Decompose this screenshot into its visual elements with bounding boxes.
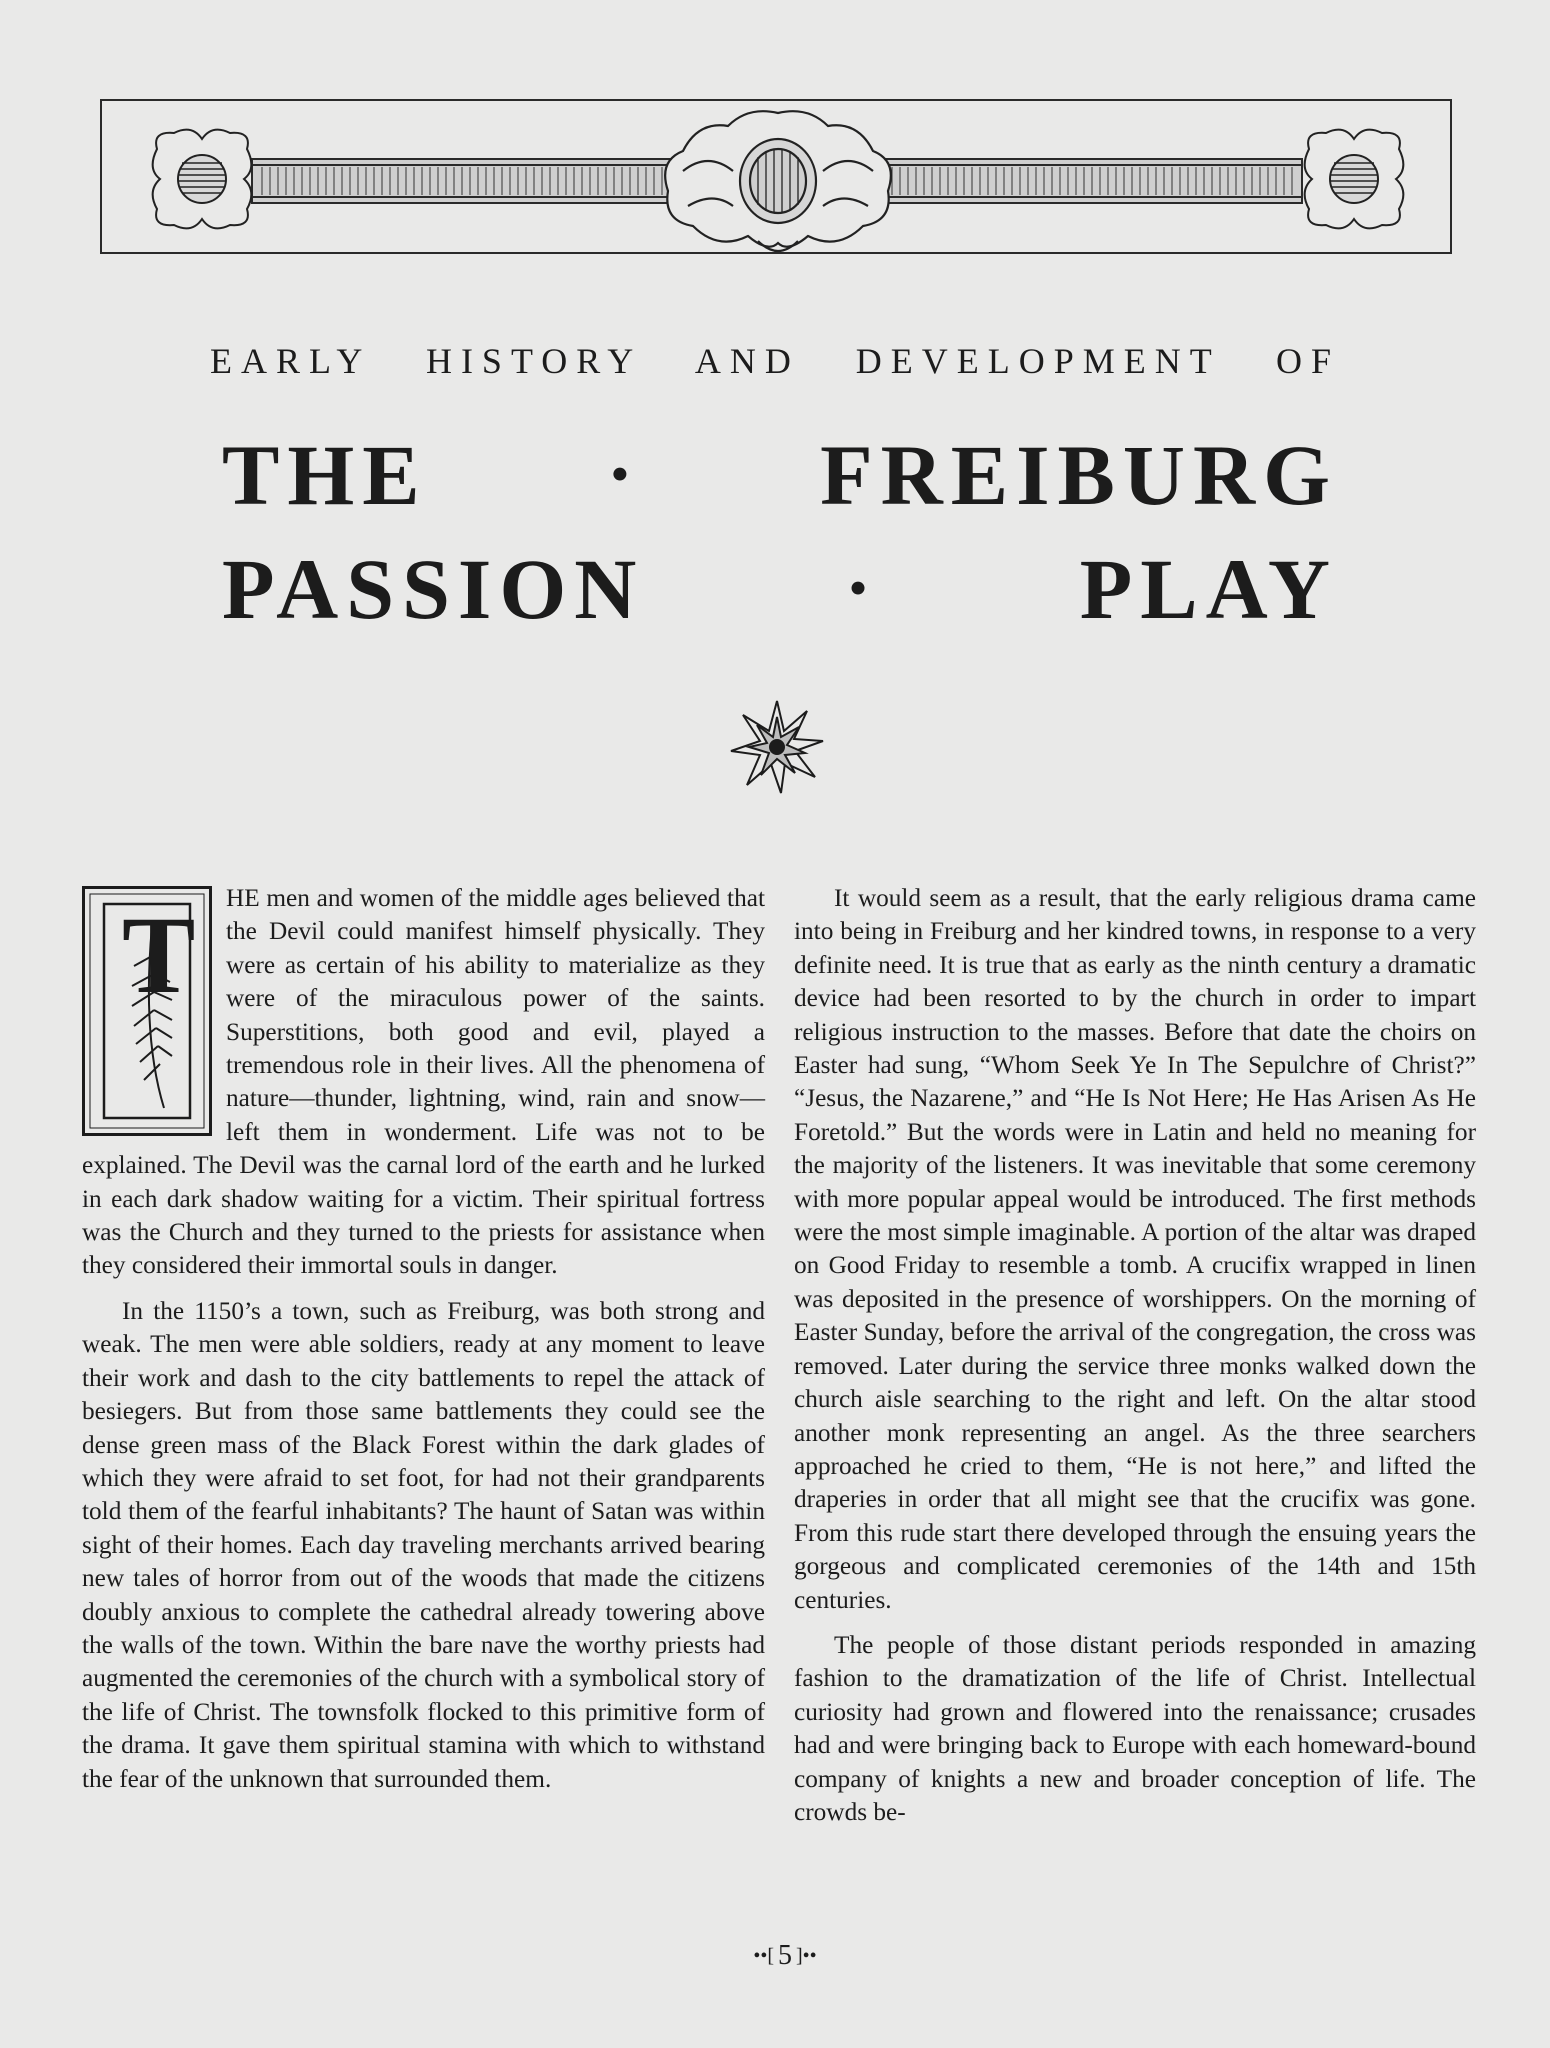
title-separator: • [849,562,875,615]
article-right-column [794,882,1476,1841]
title-word-play: PLAY [1079,541,1338,637]
paragraph-right-1: It would seem as a result, that the early religious drama came into being in Freiburg and her kindred towns, in response to a very definite need. It is true that as early as the ninth century a dramatic device had been resorted to by the church in order to impart religious instruction to the masses. Before that date the choirs on Easter had sung, “Whom Seek Ye In The Sepulchre of Christ?” “Jesus, the Nazarene,” and “He Is Not Here; He Has Arisen As He Foretold.” But the words were in Latin and held no meaning for the majority of the listeners. It was inevitable that some ceremony with more popular appeal would be introduced. The first methods were the most simple imaginable. A portion of the altar was draped on Good Friday to resemble a tomb. A crucifix wrapped in linen was deposited in the presence of worshippers. On the morning of Easter Sunday, before the arrival of the congregation, the cross was removed. Later during the service three monks walked down the church aisle searching to the right and left. On the altar stood another monk representing an angel. As the three searchers approached he cried to them, “He is not here,” and lifted the draperies in order that all might see that the crucifix was gone. From this rude start there developed through the ensuing years the gorgeous and complicated ceremonies of the 14th and 15th centuries. [794,884,1476,1614]
title-kicker: EARLY HISTORY AND DEVELOPMENT OF [210,341,1340,381]
title-word-freiburg: FREIBURG [820,427,1338,523]
page-number-block [735,1936,835,1976]
page-number: 5 [778,1940,792,1971]
title-word-passion: PASSION [222,541,645,637]
page-number-ornament-left: ••[ [753,1944,774,1967]
paragraph-left-1: HE men and women of the middle ages believed that the Devil could manifest himself physically. They were as certain of his ability to materialize as they were of the miraculous power of the saints. Superstitions, both good and evil, played a tremendous role in their lives. All the phenomena of nature—thunder, lightning, wind, rain and snow—left them in wonderment. Life was not to be explained. The Devil was the carnal lord of the earth and he lurked in each dark shadow waiting for a victim. Their spiritual fortress was the Church and they turned to the priests for assistance when they considered their immortal souls in danger. [82,884,765,1280]
title-separator: • [611,448,637,501]
main-title-line-2 [222,541,1338,637]
paragraph-left-2: In the 1150’s a town, such as Freiburg, was both strong and weak. The men were able soldiers, ready at any moment to leave their work and dash to the city battlements to repel the attack of besiegers. But from those same battlements they could see the dense green mass of the Black Forest within the dark glades of which they were afraid to set foot, for had not their grandparents told them of the fearful inhabitants? The haunt of Satan was within sight of their homes. Each day traveling merchants arrived bearing new tales of horror from out of the woods that made the citizens doubly anxious to complete the cathedral already towering above the walls of the town. Within the bare nave the worthy priests had augmented the ceremonies of the church with a symbolical story of the life of Christ. The townsfolk flocked to this primitive form of the drama. It gave them spiritual stamina with which to withstand the fear of the unknown that surrounded them. [82,1296,765,1793]
drop-cap [82,886,212,1136]
starburst-ornament [729,699,825,795]
page-number-ornament-right: ]•• [796,1944,817,1967]
title-word-the: THE [222,427,428,523]
header-band-art [102,101,1454,256]
drop-cap-letter: T [122,894,196,1016]
main-title-line-1 [222,427,1338,523]
article-left-column [82,882,765,1808]
paragraph-right-2: The people of those distant periods responded in amazing fashion to the dramatization of the life of Christ. Intellectual curiosity had grown and flowered into the renaissance; crusades had and were bringing back to Europe with each homeward-bound company of knights a new and broader conception of life. The crowds be- [794,1630,1476,1826]
decorative-header-band [100,99,1452,254]
